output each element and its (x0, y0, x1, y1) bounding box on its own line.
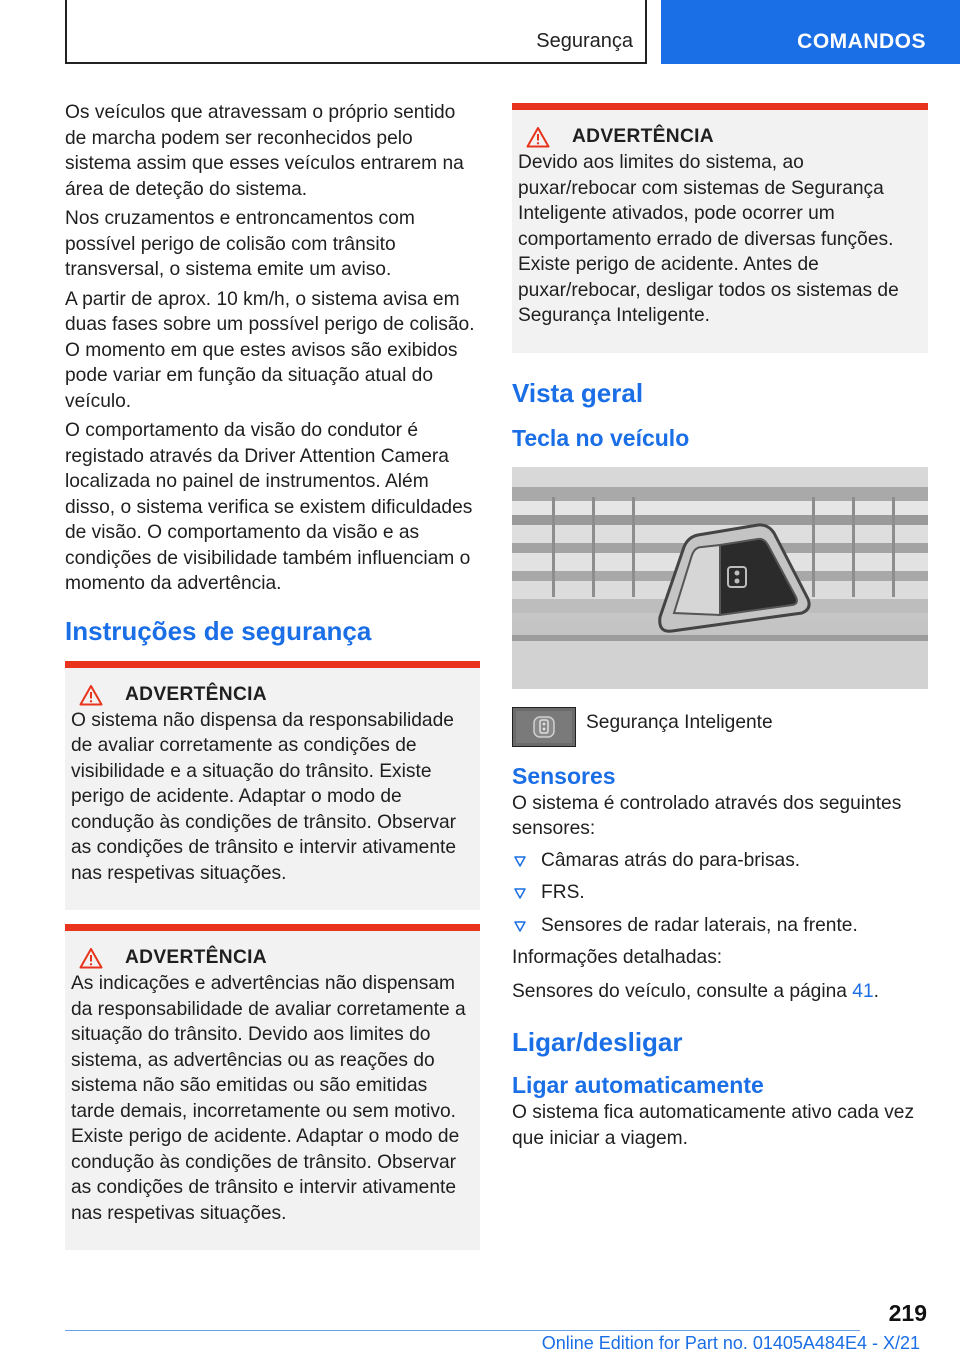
dashboard-button-photo (512, 467, 928, 689)
on-off-heading: Ligar/desligar (512, 1027, 683, 1057)
warning-title: ADVERTÊNCIA (572, 126, 714, 147)
cross-reference (512, 979, 928, 1005)
warning-box (65, 924, 480, 1250)
list-item (512, 848, 928, 874)
intelligent-safety-button-icon (512, 707, 576, 747)
warning-title: ADVERTÊNCIA (125, 683, 267, 705)
warning-text: Devido aos limites do sistema, ao puxar/rebocar com sistemas de Segurança Inteligente ativados, pode ocorrer um comportamento errado de diversas funções. Existe perigo de acidente. Antes de puxar/rebocar, desligar todos os sistemas de Segurança Inteligente. (518, 152, 899, 326)
header-section-title: Segurança (536, 30, 633, 52)
bullet-triangle-icon (514, 888, 526, 899)
bullet-triangle-icon (514, 856, 526, 867)
list-item-text: Câmaras atrás do para-brisas. (541, 849, 801, 871)
warning-triangle-icon (79, 684, 103, 706)
sensor-list (512, 848, 928, 939)
auto-on-heading: Ligar automaticamente (512, 1072, 764, 1098)
legend-label: Segurança Inteligente (586, 711, 773, 733)
footer-divider (65, 1330, 860, 1331)
list-item (512, 913, 928, 939)
warning-box (65, 661, 480, 911)
overview-heading: Vista geral (512, 377, 644, 408)
warning-header (71, 684, 474, 706)
bullet-triangle-icon (514, 921, 526, 932)
cross-reference-text: Sensores do veículo, consulte a página (512, 980, 853, 1002)
cross-reference-end: . (873, 980, 879, 1002)
warning-title: ADVERTÊNCIA (125, 947, 267, 968)
warning-header (518, 126, 922, 148)
vehicle-button-heading: Tecla no veículo (512, 424, 690, 451)
paragraph: O comportamento da visão do condutor é registado através da Driver Attention Camera localizada no painel de instrumentos. Além disso, o sistema verifica se existem dificuldades de visão. O comportamento da visão e as condições de visibilidade também influenciam o momento da advertência. (65, 420, 473, 594)
legend-row (512, 707, 928, 747)
warning-box (512, 103, 928, 353)
header-chapter-tab (661, 0, 960, 64)
auto-on-text: O sistema fica automaticamente ativo cada vez que iniciar a viagem. (512, 1102, 915, 1149)
list-item-text: FRS. (541, 882, 585, 903)
sensors-heading: Sensores (512, 762, 616, 789)
list-item-text: Sensores de radar laterais, na frente. (541, 914, 858, 936)
footer-edition: Online Edition for Part no. 01405A484E4 - X/21 (541, 1333, 920, 1353)
sensors-intro: O sistema é controlado através dos seguintes sensores: (512, 792, 902, 839)
header-section-tab (65, 0, 647, 64)
warning-text: O sistema não dispensa da responsabilidade de avaliar corretamente as condições de visibilidade e a situação do trânsito. Existe perigo de acidente. Adaptar o modo de condução às condições de trânsito. Observar as condições de trânsito e intervir ativamente nas respetivas situações. (71, 709, 457, 884)
list-item (512, 880, 928, 906)
warning-header (71, 947, 474, 969)
paragraph: Os veículos que atravessam o próprio sentido de marcha podem ser reconhecidos pelo sistema assim que esses veículos entrarem na área de deteção do sistema. (65, 102, 464, 200)
warning-triangle-icon (526, 126, 550, 148)
right-column (512, 103, 928, 1155)
page-link[interactable]: 41 (852, 980, 874, 1002)
warning-text: As indicações e advertências não dispensam da responsabilidade de avaliar corretamente a situação do trânsito. Devido aos limites do sistema, as advertências ou as reações do sistema não são emitidas ou são emitidas tarde demais, incorretamente ou sem motivo. Existe perigo de acidente. Adaptar o modo de condução às condições de trânsito. Observar as condições de trânsito e intervir ativamente nas respetivas situações. (71, 973, 466, 1224)
paragraph: A partir de aprox. 10 km/h, o sistema avisa em duas fases sobre um possível perigo de colisão. O momento em que estes avisos são exibidos pode variar em função da situação atual do veículo. (65, 288, 475, 412)
paragraph: Nos cruzamentos e entroncamentos com possível perigo de colisão com trânsito transversal, o sistema emite um aviso. (65, 208, 415, 280)
safety-instructions-heading: Instruções de segurança (65, 615, 372, 646)
info-label: Informações detalhadas: (512, 947, 723, 968)
header-chapter-title: COMANDOS (797, 30, 926, 53)
left-column (65, 100, 480, 1260)
warning-triangle-icon (79, 947, 103, 969)
page-number: 219 (888, 1300, 927, 1326)
